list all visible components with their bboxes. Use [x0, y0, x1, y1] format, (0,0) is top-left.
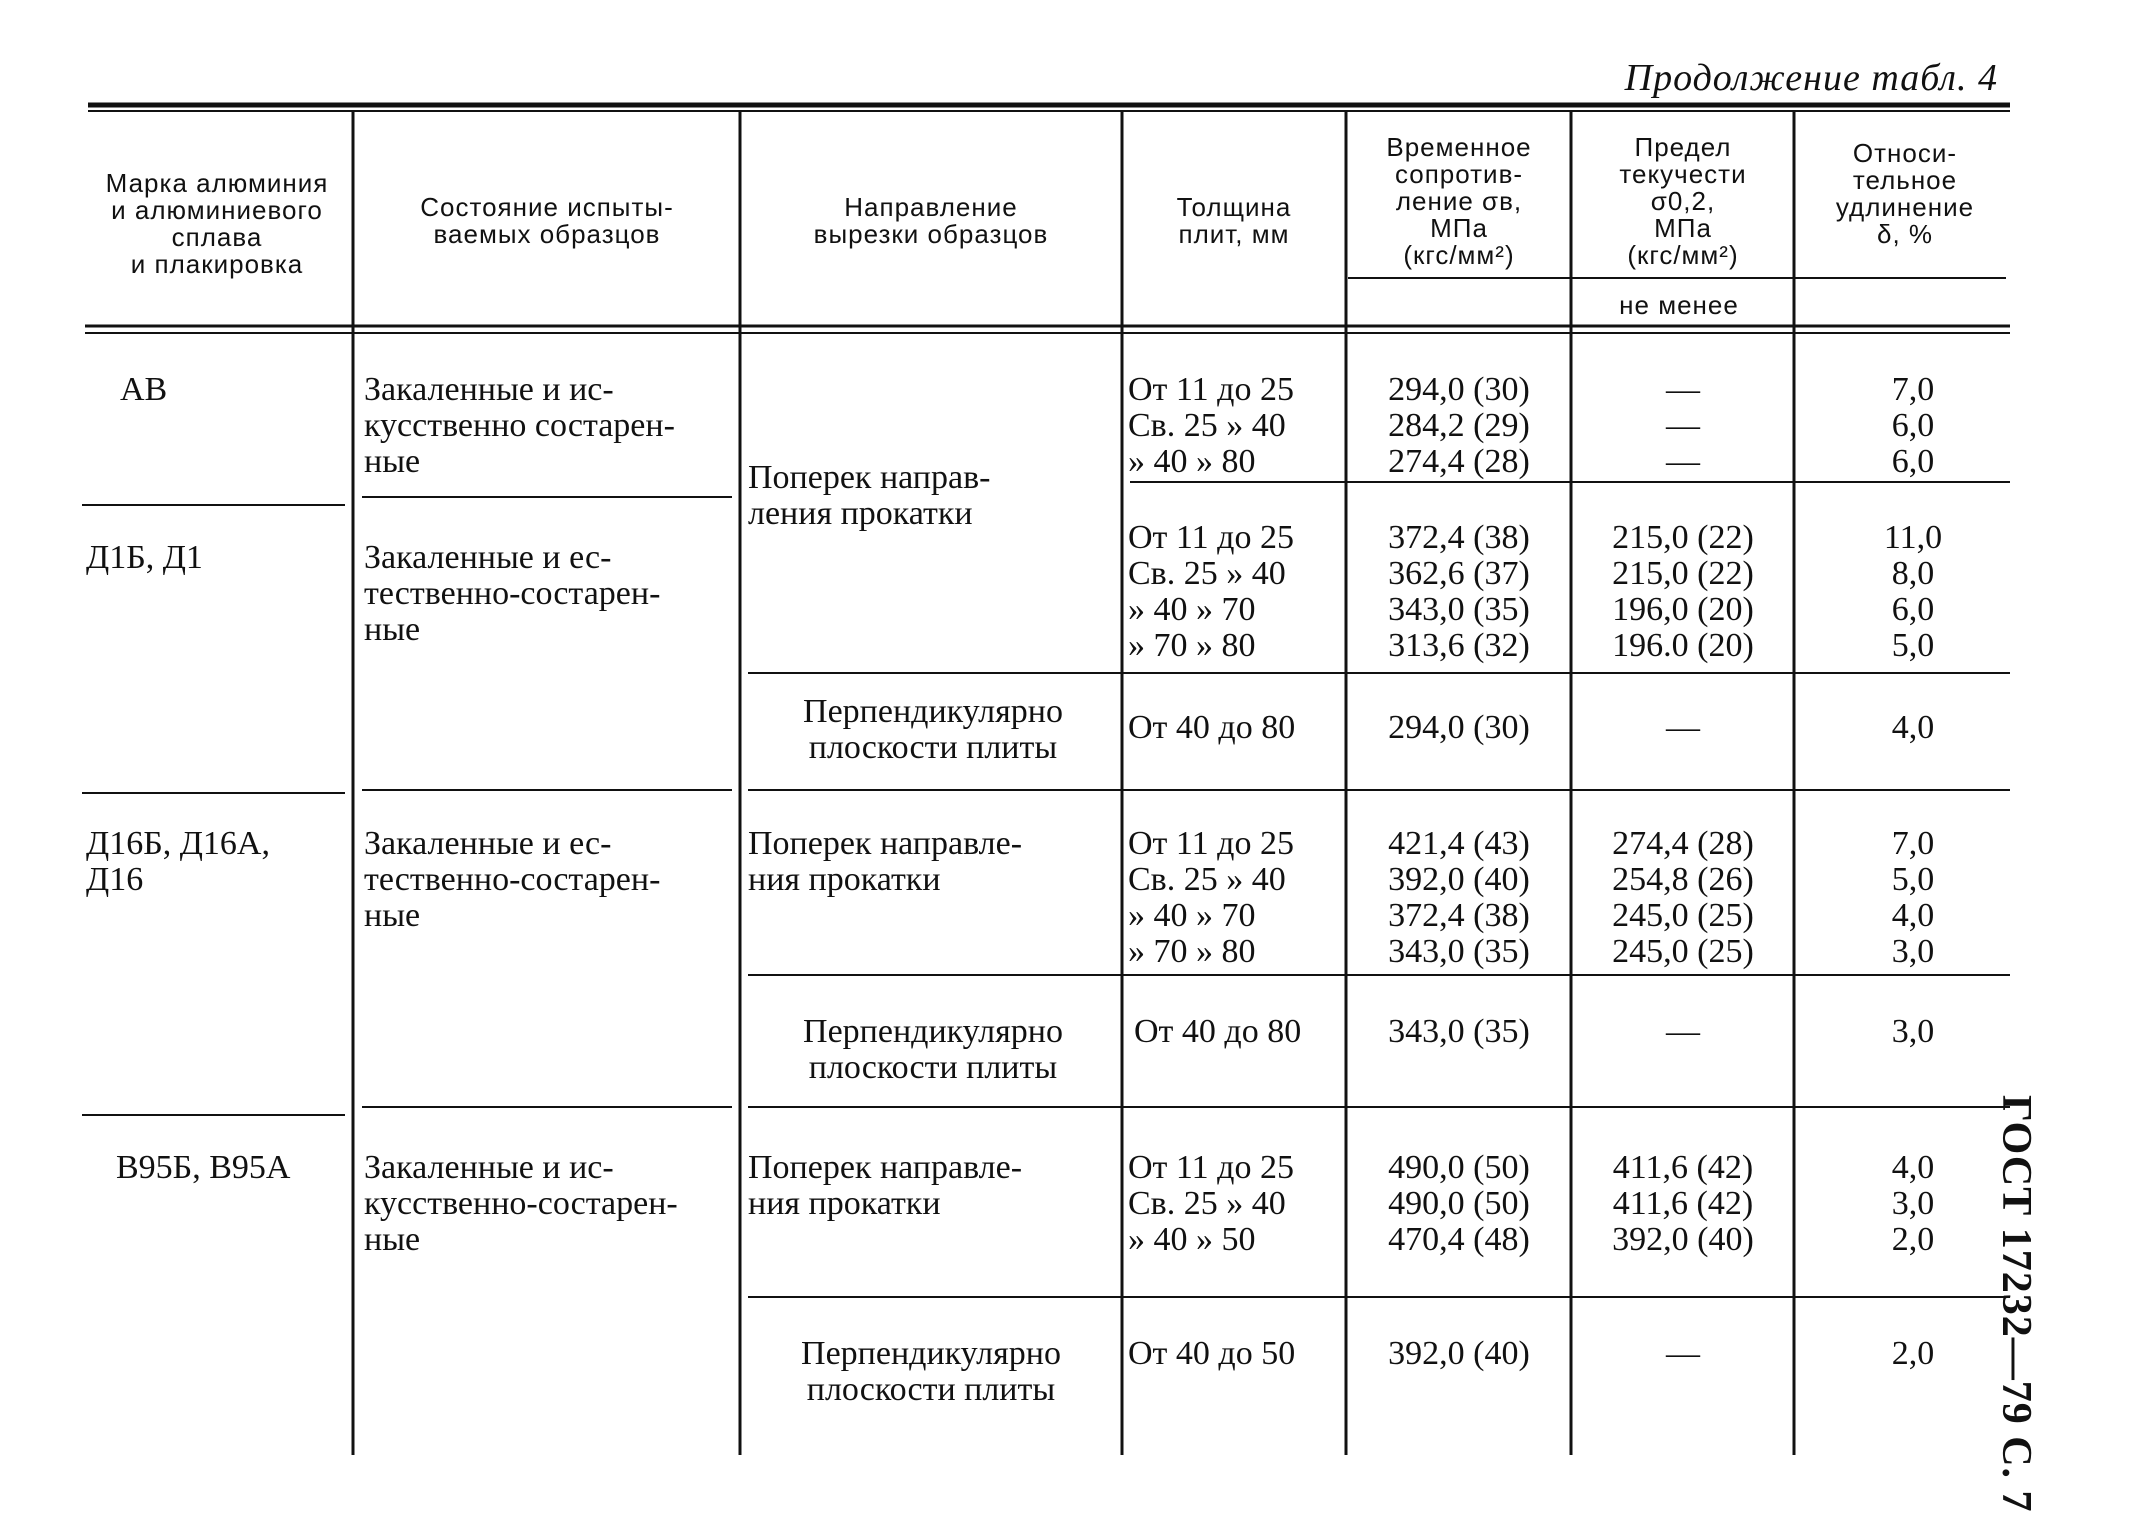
grade-cell: Д16Б, Д16А, Д16: [86, 825, 270, 898]
yield-cell: 411,6 (42) 411,6 (42) 392,0 (40): [1612, 1149, 1754, 1258]
elongation-cell: 4,0 3,0 2,0: [1891, 1149, 1935, 1258]
strength-cell: 294,0 (30): [1388, 709, 1530, 746]
elongation-cell: 7,0 6,0 6,0: [1891, 371, 1935, 480]
strength-cell: 294,0 (30) 284,2 (29) 274,4 (28): [1388, 371, 1530, 480]
state-cell: Закаленные и ес- тественно-состарен- ные: [364, 825, 661, 934]
thickness-cell: От 40 до 50: [1128, 1335, 1296, 1372]
yield-cell: —: [1666, 1013, 1700, 1050]
direction-cell: Перпендикулярно плоскости плиты: [803, 1013, 1063, 1086]
standard-page-code: ГОСТ 17232—79 С. 7: [1993, 1095, 2039, 1513]
state-cell: Закаленные и ес- тественно-состарен- ные: [364, 539, 661, 648]
direction-cell: Перпендикулярно плоскости плиты: [801, 1335, 1061, 1408]
direction-cell: Перпендикулярно плоскости плиты: [803, 693, 1063, 766]
grade-cell: АВ: [120, 371, 168, 408]
header-direction: Направление вырезки образцов: [813, 192, 1049, 249]
header-elongation: Относи- тельное удлинение δ, %: [1835, 138, 1975, 249]
elongation-cell: 3,0: [1891, 1013, 1935, 1050]
direction-cell: Поперек направле- ния прокатки: [748, 825, 1023, 898]
strength-cell: 372,4 (38) 362,6 (37) 343,0 (35) 313,6 (32): [1388, 519, 1530, 664]
elongation-cell: 2,0: [1891, 1335, 1935, 1372]
yield-cell: —: [1666, 709, 1700, 746]
elongation-cell: 7,0 5,0 4,0 3,0: [1891, 825, 1935, 970]
thickness-cell: От 11 до 25 Св. 25 » 40 » 40 » 70 » 70 » 80: [1128, 825, 1294, 970]
yield-cell: 215,0 (22) 215,0 (22) 196,0 (20) 196.0 (20): [1612, 519, 1754, 664]
yield-cell: 274,4 (28) 254,8 (26) 245,0 (25) 245,0 (25): [1612, 825, 1754, 970]
header-grade: Марка алюминия и алюминиевого сплава и плакировка: [105, 168, 329, 279]
thickness-cell: От 11 до 25 Св. 25 » 40 » 40 » 80: [1128, 371, 1294, 480]
thickness-cell: От 40 до 80: [1134, 1013, 1302, 1050]
direction-cell: Поперек направ- ления прокатки: [748, 459, 991, 532]
header-not-less: не менее: [1619, 290, 1739, 320]
header-state: Состояние испыты- ваемых образцов: [420, 192, 674, 249]
thickness-cell: От 11 до 25 Св. 25 » 40 » 40 » 70 » 70 » 80: [1128, 519, 1294, 664]
yield-cell: — — —: [1666, 371, 1700, 480]
state-cell: Закаленные и ис- кусственно состарен- ные: [364, 371, 675, 480]
state-cell: Закаленные и ис- кусственно-состарен- ные: [364, 1149, 678, 1258]
grade-cell: В95Б, В95А: [116, 1149, 291, 1186]
thickness-cell: От 11 до 25 Св. 25 » 40 » 40 » 50: [1128, 1149, 1294, 1258]
elongation-cell: 11,0 8,0 6,0 5,0: [1883, 519, 1943, 664]
header-thickness: Толщина плит, мм: [1176, 192, 1292, 249]
strength-cell: 490,0 (50) 490,0 (50) 470,4 (48): [1388, 1149, 1530, 1258]
yield-cell: —: [1666, 1335, 1700, 1372]
header-strength: Временное сопротив- ление σв, МПа (кгс/мм²): [1386, 132, 1532, 270]
elongation-cell: 4,0: [1891, 709, 1935, 746]
strength-cell: 343,0 (35): [1388, 1013, 1530, 1050]
strength-cell: 392,0 (40): [1388, 1335, 1530, 1372]
grade-cell: Д1Б, Д1: [86, 539, 203, 576]
strength-cell: 421,4 (43) 392,0 (40) 372,4 (38) 343,0 (35): [1388, 825, 1530, 970]
header-yield: Предел текучести σ0,2, МПа (кгс/мм²): [1619, 132, 1747, 270]
thickness-cell: От 40 до 80: [1128, 709, 1296, 746]
direction-cell: Поперек направле- ния прокатки: [748, 1149, 1023, 1222]
continuation-caption: Продолжение табл. 4: [1624, 57, 1998, 99]
